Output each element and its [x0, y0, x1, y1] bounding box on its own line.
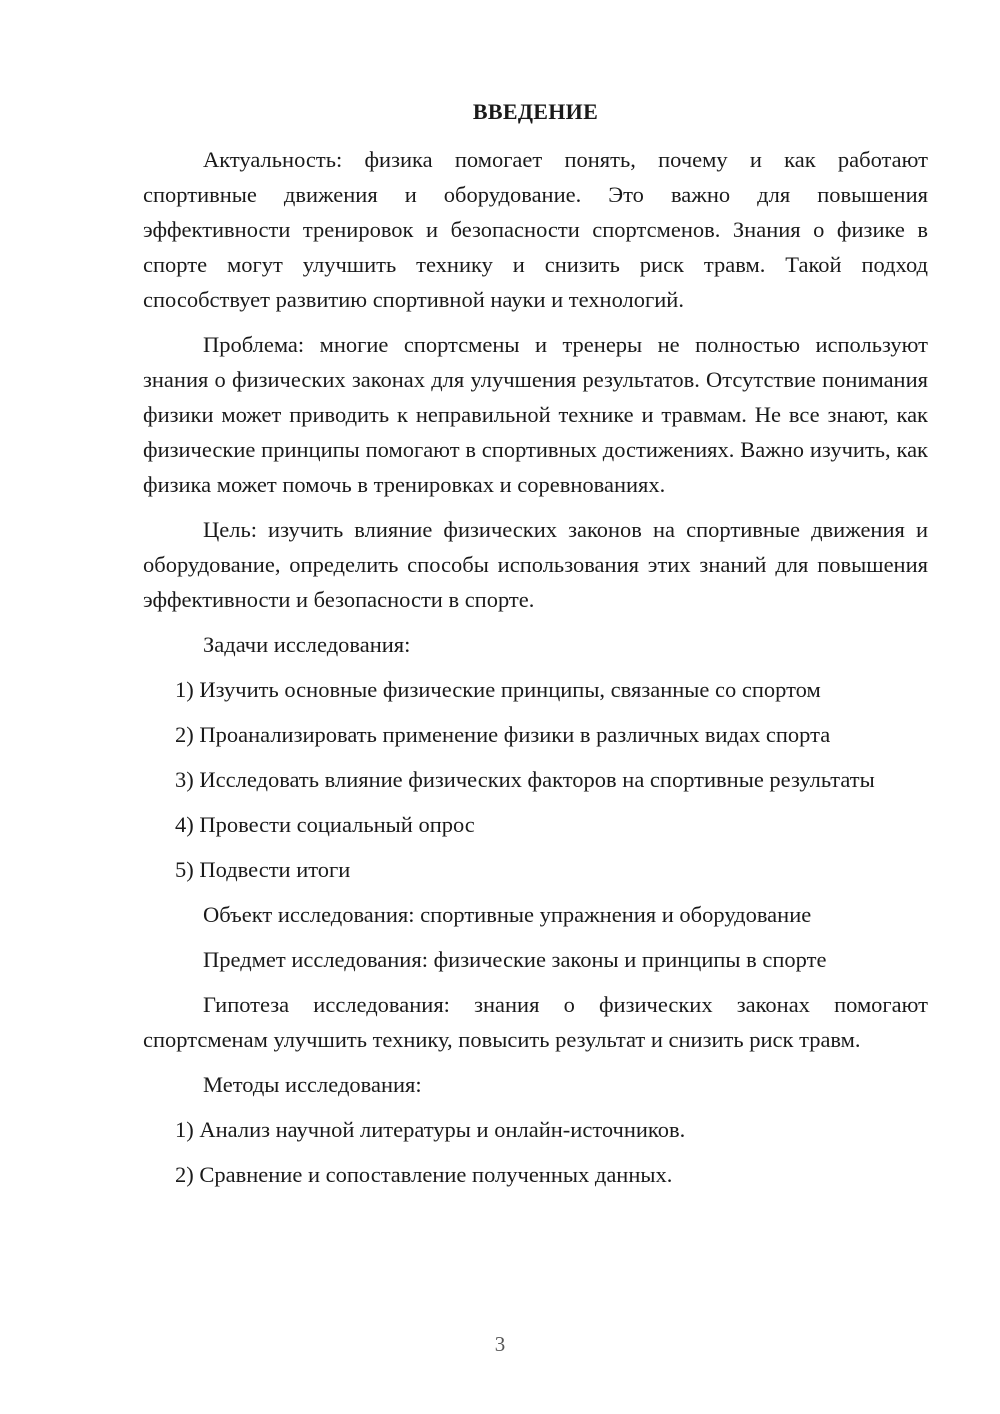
page-number: 3 [494, 1332, 506, 1356]
method-item-1: 1) Анализ научной литературы и онлайн-источников. [175, 1117, 686, 1142]
tasks-title: Задачи исследования: [203, 632, 411, 657]
task-item-3: 3) Исследовать влияние физических факторов на спортивные результаты [175, 767, 875, 792]
research-hypothesis: Гипотеза исследования: знания о физических законах помогают спортсменам улучшить технику, повысить результат и снизить риск травм. [143, 992, 928, 1052]
research-subject: Предмет исследования: физические законы и принципы в спорте [203, 947, 827, 972]
relevance-paragraph: Актуальность: физика помогает понять, почему и как работают спортивные движения и оборудование. Это важно для повышения эффективности тренировок и безопасности спортсменов. Знания о физике в спорте могут улучшить технику и снизить риск травм. Такой подход способствует развитию спортивной науки и технологий. [143, 147, 928, 312]
method-item-2: 2) Сравнение и сопоставление полученных данных. [175, 1162, 673, 1187]
goal-paragraph: Цель: изучить влияние физических законов на спортивные движения и оборудование, определить способы использования этих знаний для повышения эффективности и безопасности в спорте. [143, 517, 928, 612]
problem-paragraph: Проблема: многие спортсмены и тренеры не полностью используют знания о физических законах для улучшения результатов. Отсутствие понимания физики может приводить к неправильной технике и травмам. Не все знают, как физические принципы помогают в спортивных достижениях. Важно изучить, как физика может помочь в тренировках и соревнованиях. [143, 332, 928, 497]
section-heading: ВВЕДЕНИЕ [472, 99, 599, 124]
task-item-4: 4) Провести социальный опрос [175, 812, 475, 837]
task-item-1: 1) Изучить основные физические принципы, связанные со спортом [175, 677, 821, 702]
research-object: Объект исследования: спортивные упражнения и оборудование [203, 902, 812, 927]
document-page [143, 94, 928, 1202]
task-item-2: 2) Проанализировать применение физики в различных видах спорта [175, 722, 831, 747]
methods-title: Методы исследования: [203, 1072, 422, 1097]
task-item-5: 5) Подвести итоги [175, 857, 351, 882]
